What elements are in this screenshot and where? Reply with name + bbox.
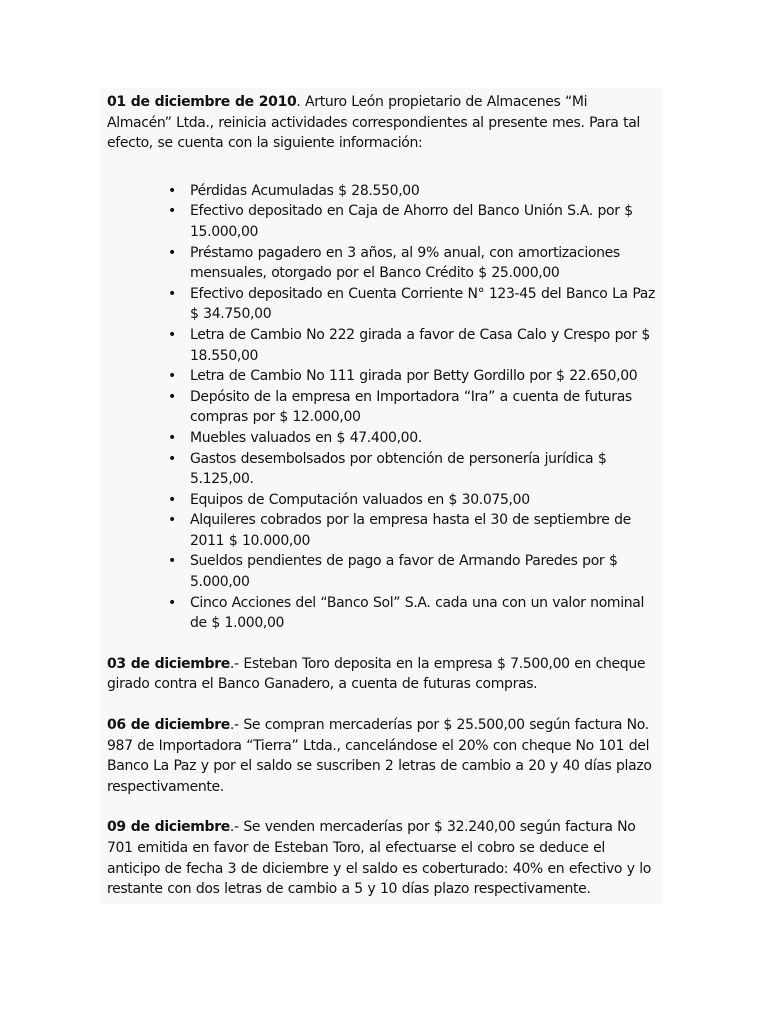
list-item-text: Pérdidas Acumuladas $ 28.550,00 (190, 182, 420, 199)
entries (107, 654, 656, 900)
list-item-text: Cinco Acciones del “Banco Sol” S.A. cada una con un valor nominal de $ 1.000,00 (190, 594, 645, 632)
document-body (100, 88, 662, 904)
list-item (168, 490, 656, 511)
list-item (168, 428, 656, 449)
list-item-text: Letra de Cambio No 111 girada por Betty Gordillo por $ 22.650,00 (190, 368, 638, 385)
list-item (168, 243, 656, 284)
bullet-icon: • (168, 429, 176, 446)
bullet-icon: • (168, 553, 176, 570)
list-item (168, 449, 656, 490)
bullet-icon: • (168, 244, 176, 261)
bullet-icon: • (168, 512, 176, 529)
list-item-text: Efectivo depositado en Caja de Ahorro del Banco Unión S.A. por $ 15.000,00 (190, 203, 633, 240)
entry-paragraph (107, 817, 656, 899)
bullet-icon: • (168, 285, 176, 302)
inventory-list (107, 181, 656, 634)
bullet-icon: • (168, 368, 176, 385)
list-item-text: Muebles valuados en $ 47.400,00. (190, 429, 422, 446)
bullet-icon: • (168, 388, 176, 405)
intro-text: . Arturo León propietario de Almacenes “Mi Almacén” Ltda., reinicia actividades correspondientes al presente mes. Para tal efecto, se cuenta con la siguiente información: (107, 94, 640, 152)
bullet-icon: • (168, 326, 176, 343)
list-item-text: Equipos de Computación valuados en $ 30.075,00 (190, 491, 530, 508)
list-item (168, 201, 656, 242)
entry-date: 09 de diciembre (107, 819, 230, 836)
list-item (168, 325, 656, 366)
list-item-text: Gastos desembolsados por obtención de personería jurídica $ 5.125,00. (190, 450, 607, 488)
entry-paragraph (107, 654, 656, 695)
list-item (168, 593, 656, 634)
bullet-icon: • (168, 594, 176, 611)
intro-paragraph (107, 92, 656, 154)
entry-date: 06 de diciembre (107, 717, 230, 734)
list-item (168, 387, 656, 428)
list-item (168, 284, 656, 325)
list-item-text: Préstamo pagadero en 3 años, al 9% anual, con amortizaciones mensuales, otorgado por el Banco Crédito $ 25.000,00 (190, 244, 620, 282)
list-item (168, 551, 656, 592)
bullet-icon: • (168, 182, 176, 199)
bullet-icon: • (168, 203, 176, 220)
entry-paragraph (107, 715, 656, 797)
list-item-text: Depósito de la empresa en Importadora “Ira” a cuenta de futuras compras por $ 12.000,00 (190, 388, 632, 426)
intro-date: 01 de diciembre de 2010 (107, 94, 297, 110)
list-item-text: Alquileres cobrados por la empresa hasta el 30 de septiembre de 2011 $ 10.000,00 (190, 512, 631, 549)
list-item (168, 510, 656, 551)
entry-date: 03 de diciembre (107, 655, 230, 672)
entry-text: .- Se venden mercaderías por $ 32.240,00 según factura No 701 emitida en favor de Esteban Toro, al efectuarse el cobro se deduce el anticipo de fecha 3 de diciembre y el saldo es coberturado: 40% en efectivo y lo restante con dos letras de cambio a 5 y 10 días plazo respectivamente. (107, 819, 652, 898)
list-item-text: Sueldos pendientes de pago a favor de Armando Paredes por $ 5.000,00 (190, 553, 618, 591)
list-item (168, 366, 656, 387)
bullet-icon: • (168, 491, 176, 508)
entry-text: .- Se compran mercaderías por $ 25.500,00 según factura No. 987 de Importadora “Tierra” Ltda., cancelándose el 20% con cheque No 101 del Banco La Paz y por el saldo se suscriben 2 letras de cambio a 20 y 40 días plazo respectivamente. (107, 717, 652, 795)
entry-text: .- Esteban Toro deposita en la empresa $ 7.500,00 en cheque girado contra el Banco Ganadero, a cuenta de futuras compras. (107, 655, 646, 693)
bullet-icon: • (168, 450, 176, 467)
list-item-text: Letra de Cambio No 222 girada a favor de Casa Calo y Crespo por $ 18.550,00 (190, 326, 650, 364)
list-item (168, 181, 656, 202)
list-item-text: Efectivo depositado en Cuenta Corriente N° 123-45 del Banco La Paz $ 34.750,00 (190, 285, 656, 323)
